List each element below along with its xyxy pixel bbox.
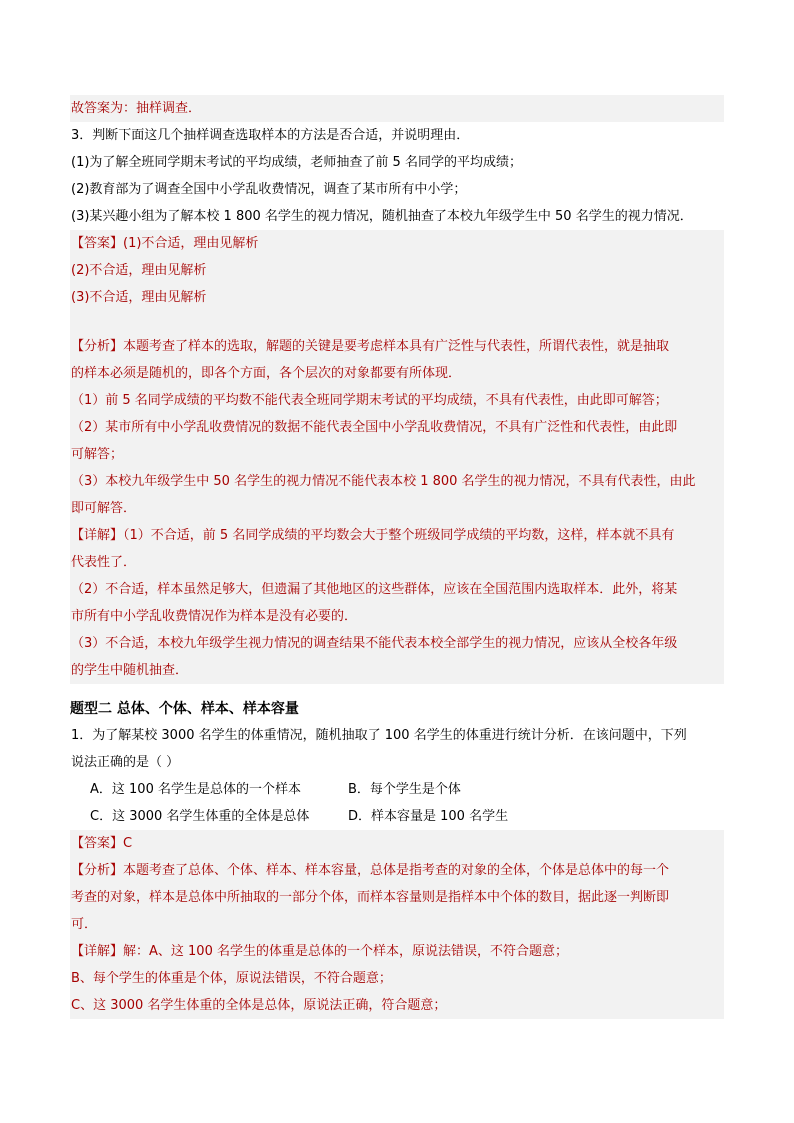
section-2-answer-line bbox=[70, 830, 724, 857]
options-row-2 bbox=[70, 803, 724, 830]
analysis-line-7: 即可解答． bbox=[70, 495, 724, 522]
option-d: D．样本容量是 100 名学生 bbox=[348, 809, 509, 824]
analysis-line-1 bbox=[70, 333, 724, 360]
section-heading: 题型二 总体、个体、样本、样本容量 bbox=[70, 701, 299, 717]
answer-3: (3)不合适，理由见解析 bbox=[70, 284, 724, 311]
detail-text-1: 解：A、这 100 名学生的体重是总体的一个样本，原说法错误，不符合题意； bbox=[123, 944, 568, 959]
answer-1: (1)不合适，理由见解析 bbox=[123, 236, 259, 251]
detail-line-2: 代表性了． bbox=[70, 549, 724, 576]
detail-line-6: 的学生中随机抽查． bbox=[70, 657, 724, 684]
analysis-tag: 【分析】 bbox=[71, 339, 124, 354]
question-3-item-1: (1)为了解全班同学期末考试的平均成绩，老师抽查了前 5 名同学的平均成绩； bbox=[71, 155, 522, 170]
question-3-stem: 3．判断下面这几个抽样调查选取样本的方法是否合适，并说明理由． bbox=[71, 128, 470, 143]
detail-line-5: （3）不合适，本校九年级学生视力情况的调查结果不能代表本校全部学生的视力情况，应该从全校各年级 bbox=[70, 630, 724, 657]
section-2-analysis-line-3: 可． bbox=[70, 911, 724, 938]
detail-tag: 【详解】 bbox=[71, 944, 124, 959]
detail-text-1: （1）不合适，前 5 名同学成绩的平均数会大于整个班级同学成绩的平均数，这样，样本就不具有 bbox=[123, 528, 675, 543]
question-3-answer-line bbox=[70, 230, 724, 257]
detail-line-1 bbox=[70, 522, 724, 549]
analysis-line-6: （3）本校九年级学生中 50 名学生的视力情况不能代表本校 1 800 名学生的视力情况，不具有代表性，由此 bbox=[70, 468, 724, 495]
option-a: A．这 100 名学生是总体的一个样本 bbox=[90, 782, 301, 797]
analysis-line-5: 可解答； bbox=[70, 441, 724, 468]
analysis-tag: 【分析】 bbox=[71, 863, 124, 878]
section-2-question-1-line-1: 1．为了解某校 3000 名学生的体重情况，随机抽取了 100 名学生的体重进行统计分析．在该问题中，下列 bbox=[71, 728, 687, 743]
detail-line-3: （2）不合适，样本虽然足够大，但遗漏了其他地区的这些群体，应该在全国范围内选取样本．此外，将某 bbox=[70, 576, 724, 603]
options-row-1 bbox=[70, 776, 724, 803]
section-2-analysis-line-1 bbox=[70, 857, 724, 884]
section-2-detail-line-1 bbox=[70, 938, 724, 965]
analysis-line-2: 的样本必须是随机的，即各个方面，各个层次的对象都要有所体现． bbox=[70, 360, 724, 387]
analysis-text-1: 本题考查了样本的选取，解题的关键是要考虑样本具有广泛性与代表性，所谓代表性，就是抽取 bbox=[123, 339, 670, 354]
option-c: C．这 3000 名学生体重的全体是总体 bbox=[90, 809, 310, 824]
spacer bbox=[70, 684, 724, 696]
question-3-item-2: (2)教育部为了调查全国中小学乱收费情况，调查了某市所有中小学； bbox=[71, 182, 467, 197]
section-2-detail-line-2: B、每个学生的体重是个体，原说法错误，不符合题意； bbox=[70, 965, 724, 992]
section-2-detail-line-3: C、这 3000 名学生体重的全体是总体，原说法正确，符合题意； bbox=[70, 992, 724, 1019]
answer-tag: 【答案】 bbox=[71, 836, 124, 851]
document-page bbox=[70, 95, 724, 1019]
question-3-item-3: (3)某兴趣小组为了解本校 1 800 名学生的视力情况，随机抽查了本校九年级学生中 50 名学生的视力情况． bbox=[71, 209, 693, 224]
section-2-question-1-line-2: 说法正确的是（ ） bbox=[71, 755, 180, 770]
detail-tag: 【详解】 bbox=[71, 528, 124, 543]
answer-tag: 【答案】 bbox=[71, 236, 124, 251]
spacer bbox=[70, 311, 724, 333]
answer-value: C bbox=[123, 836, 133, 851]
analysis-line-4: （2）某市所有中小学乱收费情况的数据不能代表全国中小学乱收费情况，不具有广泛性和代表性，由此即 bbox=[70, 414, 724, 441]
analysis-text-1: 本题考查了总体、个体、样本、样本容量，总体是指考查的对象的全体，个体是总体中的每一个 bbox=[123, 863, 670, 878]
answer-2: (2)不合适，理由见解析 bbox=[70, 257, 724, 284]
option-b: B．每个学生是个体 bbox=[348, 782, 461, 797]
section-2-analysis-line-2: 考查的对象，样本是总体中所抽取的一部分个体，而样本容量则是指样本中个体的数目，据此逐一判断即 bbox=[70, 884, 724, 911]
analysis-line-3: （1）前 5 名同学成绩的平均数不能代表全班同学期末考试的平均成绩，不具有代表性，由此即可解答； bbox=[70, 387, 724, 414]
previous-answer-line: 故答案为：抽样调查． bbox=[70, 95, 724, 122]
detail-line-4: 市所有中小学乱收费情况作为样本是没有必要的． bbox=[70, 603, 724, 630]
